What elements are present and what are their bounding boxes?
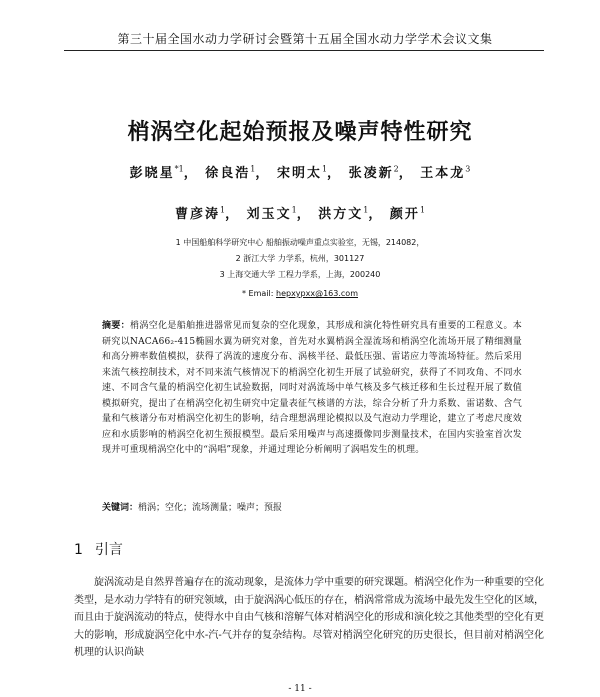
abstract-text: 梢涡空化是船舶推进器常见而复杂的空化现象，其形成和演化特性研究具有重要的工程意义。本研究以NACA66₂-415椭圆水翼为研究对象，首先对水翼梢涡全湿流场和梢涡空化流场开展了精细测量和高分辨率数值模拟，获得了涡流的速度分布、涡核半径、最低压强、雷诺应力等流场特征。然后采用来流气核控制技术，对不同来流气核情况下的梢涡空化初生开展了试验研究，获得了不同攻角、不同水速、不同含气量的梢涡空化初生试验数据，同时对涡流场中单气核及多气核迁移和生长过程开展了数值模拟研究，提出了在梢涡空化初生研究中定量表征气核谱的方法，综合分析了升力系数、雷诺数、含气量和气核谱分布对梢涡空化初生的影响，结合理想涡理论模拟以及气泡动力学理论，建立了考虑尺度效应和水质影响的梢涡空化初生预报模型。最后采用噪声与高速摄像同步测量技术，在国内实验室首次发现并可重现梢涡空化中的“涡唱”现象，并通过理论分析阐明了涡唱发生的机理。 — [102, 321, 522, 455]
author-name: 彭晓星 — [129, 166, 175, 181]
author-affiliation-mark: *1 — [174, 164, 184, 174]
affiliation-2: 2 浙江大学 力学系，杭州，301127 — [235, 254, 365, 263]
author-separator: ， — [398, 166, 414, 181]
running-header: 第三十届全国水动力学研讨会暨第十五届全国水动力学学术会议文集 — [117, 32, 493, 46]
abstract — [102, 319, 522, 459]
page-number: - 11 - — [288, 684, 312, 694]
author-affiliation-mark: 1 — [291, 205, 297, 215]
author-name: 洪方文 — [318, 207, 364, 222]
corresponding-email — [0, 288, 600, 300]
section-number: 1 — [74, 542, 83, 558]
author-separator: ， — [225, 207, 241, 222]
author-affiliation-mark: 3 — [465, 164, 471, 174]
author-list-line-1 — [0, 162, 600, 181]
header-divider — [64, 50, 544, 51]
body-paragraph: 旋涡流动是自然界普遍存在的流动现象，是流体力学中重要的研究课题。梢涡空化作为一种重要的空化类型，是水动力学特有的研究领域，由于旋涡涡心低压的存在，梢涡常常成为流场中最先发生空化的区域，而且由于旋涡流动的特点，使得水中自由气核和溶解气体对梢涡空化的形成和演化较之其他类型的空化有更大的影响，形成旋涡空化中水-汽-气并存的复杂结构。尽管对梢涡空化研究的历史很长，但目前对梢涡空化机理的认识尚缺 — [74, 577, 544, 658]
affiliation-1: 1 中国船舶科学研究中心 船舶振动噪声重点实验室，无锡，214082， — [175, 238, 425, 247]
author-separator: ， — [183, 166, 199, 181]
author-affiliation-mark: 1 — [250, 164, 256, 174]
author-separator: ， — [368, 207, 384, 222]
author-separator: ， — [296, 207, 312, 222]
paper-title: 梢涡空化起始预报及噪声特性研究 — [127, 120, 473, 145]
affiliation-3: 3 上海交通大学 工程力学系，上海，200240 — [219, 270, 381, 279]
author-list-line-2 — [0, 203, 600, 222]
email-link[interactable]: hepxypxx@163.com — [276, 289, 358, 298]
author-affiliation-mark: 2 — [393, 164, 399, 174]
author-separator: ， — [255, 166, 271, 181]
author-name: 张凌新 — [348, 166, 394, 181]
author-name: 刘玉文 — [246, 207, 292, 222]
author-name: 王本龙 — [420, 166, 466, 181]
author-affiliation-mark: 1 — [419, 205, 426, 215]
author-name: 徐良浩 — [205, 166, 251, 181]
keywords-label: 关键词： — [102, 503, 139, 513]
keywords-text: 梢涡；空化；流场测量；噪声；预报 — [138, 503, 283, 513]
author-name: 颜开 — [389, 207, 420, 222]
abstract-label: 摘要： — [102, 321, 131, 331]
section-title: 引言 — [94, 542, 123, 558]
author-name: 宋明太 — [276, 166, 322, 181]
author-affiliation-mark: 1 — [219, 205, 226, 215]
author-name: 曹彦涛 — [174, 207, 220, 222]
author-affiliation-mark: 1 — [321, 164, 328, 174]
email-label: * Email: — [242, 289, 276, 298]
author-affiliation-mark: 1 — [363, 205, 369, 215]
author-separator: ， — [327, 166, 343, 181]
keywords — [102, 500, 522, 513]
section-heading — [74, 539, 123, 559]
